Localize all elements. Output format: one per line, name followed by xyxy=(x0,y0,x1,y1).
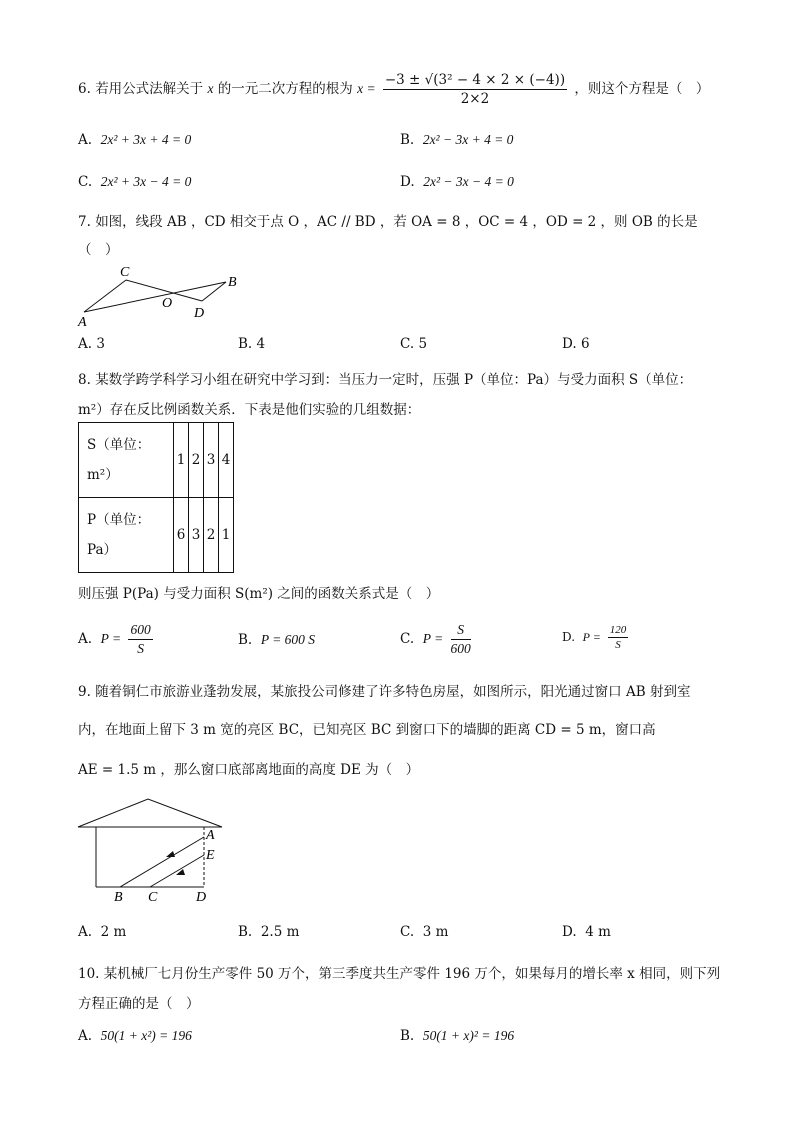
q8-option-c[interactable]: C. P = $\frac{S}{600}$ xyxy=(400,622,471,656)
q6-stem-before: 若用公式法解关于 xyxy=(95,81,204,97)
q6-option-b[interactable]: B. 2x² − 3x + 4 = 0 xyxy=(400,132,514,148)
q7-stem xyxy=(78,210,698,230)
q9-label-d: D xyxy=(196,890,207,905)
q8-question: 则压强 P(Pa) 与受力面积 S(m²) 之间的函数关系式是（ ） xyxy=(78,586,440,602)
table-cell: 6 xyxy=(174,498,189,573)
q10-option-b[interactable]: B. 50(1 + x)² = 196 xyxy=(400,1028,515,1044)
q9-number: 9. xyxy=(78,684,91,700)
q6-numerator: −3 ± √(3² − 4 × 2 × (−4)) xyxy=(384,72,566,88)
table-cell: 1 xyxy=(219,498,234,573)
q6-option-a[interactable]: A. 2x² + 3x + 4 = 0 xyxy=(78,132,192,148)
q9-line2: 内，在地面上留下 3 m 宽的亮区 BC，已知亮区 BC 到窗口下的墙脚的距离 CD = 5 m，窗口高 xyxy=(78,722,656,738)
q7-label-c: C xyxy=(120,265,130,280)
q6-option-c[interactable]: C. 2x² + 3x − 4 = 0 xyxy=(78,174,192,190)
q9-label-c: C xyxy=(148,890,158,905)
q9-line3: AE = 1.5 m ，那么窗口底部离地面的高度 DE 为（ ） xyxy=(78,762,420,778)
q9-option-c[interactable]: C. 3 m xyxy=(400,924,449,940)
table-row xyxy=(79,498,234,573)
table-cell: 1 xyxy=(174,423,189,498)
q9-label-a: A xyxy=(206,828,215,843)
q6-stem-mid: 的一元二次方程的根为 xyxy=(217,81,353,97)
q6-number: 6. xyxy=(78,81,91,97)
q9-option-a[interactable]: A. 2 m xyxy=(78,924,127,940)
q9-label-b: B xyxy=(114,890,123,905)
q8-option-d[interactable]: D. P = $\frac{120}{S}$ xyxy=(562,624,627,651)
q8-header-p: P（单位： Pa） xyxy=(79,498,174,573)
q8-data-table xyxy=(78,422,234,573)
q6-lhs: x = xyxy=(357,81,376,96)
q9-line1: 9. 随着铜仁市旅游业蓬勃发展，某旅投公司修建了许多特色房屋，如图所示，阳光通过窗口 AB 射到室 xyxy=(78,684,691,700)
table-cell: 2 xyxy=(189,423,204,498)
table-row xyxy=(79,423,234,498)
q6-stem-after: ，则这个方程是（ ） xyxy=(574,81,710,97)
q10-line2: 方程正确的是（ ） xyxy=(78,996,200,1012)
q10-line1: 10. 某机械厂七月份生产零件 50 万个，第三季度共生产零件 196 万个，如果每月的增长率 x 相同，则下列 xyxy=(78,966,721,982)
q7-paren: （ ） xyxy=(78,242,119,258)
q6-var-x: x xyxy=(207,81,214,96)
q7-option-a[interactable]: A. 3 xyxy=(78,336,105,352)
q7-stem-text: 如图，线段 AB ，CD 相交于点 O ，AC // BD ，若 OA = 8 ，OC = 4 ，OD = 2 ，则 OB 的长是 xyxy=(95,214,698,230)
q7-option-d[interactable]: D. 6 xyxy=(562,336,590,352)
q7-label-d: D xyxy=(194,306,205,321)
q7-label-o: O xyxy=(162,296,173,311)
q7-number: 7. xyxy=(78,214,91,230)
q7-label-a: A xyxy=(78,315,87,330)
table-cell: 4 xyxy=(219,423,234,498)
q7-label-b: B xyxy=(228,275,237,290)
q8-stem-line1: 8. 某数学跨学科学习小组在研究中学习到：当压力一定时，压强 P（单位：Pa）与受力面积 S（单位： xyxy=(78,372,693,388)
q7-option-c[interactable]: C. 5 xyxy=(400,336,428,352)
q9-figure xyxy=(76,795,226,907)
table-cell: 3 xyxy=(204,423,219,498)
q7-option-b[interactable]: B. 4 xyxy=(238,336,266,352)
q8-number: 8. xyxy=(78,372,91,388)
q6-root-formula xyxy=(383,72,567,107)
q8-option-b[interactable]: B. P = 600 S xyxy=(238,632,316,648)
q7-figure xyxy=(74,262,244,330)
q6-stem xyxy=(78,72,709,107)
q10-number: 10. xyxy=(78,966,100,982)
table-cell: 2 xyxy=(204,498,219,573)
q9-label-e: E xyxy=(206,848,215,863)
q8-option-a[interactable]: A. P = $\frac{600}{S}$ xyxy=(78,622,151,656)
table-cell: 3 xyxy=(189,498,204,573)
q9-option-b[interactable]: B. 2.5 m xyxy=(238,924,300,940)
q8-stem-line2: m²）存在反比例函数关系．下表是他们实验的几组数据： xyxy=(78,402,421,418)
q8-header-s: S（单位： m²） xyxy=(79,423,174,498)
q10-option-a[interactable]: A. 50(1 + x²) = 196 xyxy=(78,1028,192,1044)
q9-option-d[interactable]: D. 4 m xyxy=(562,924,611,940)
q6-denominator: 2×2 xyxy=(460,91,490,107)
q6-option-d[interactable]: D. 2x² − 3x − 4 = 0 xyxy=(400,174,514,190)
